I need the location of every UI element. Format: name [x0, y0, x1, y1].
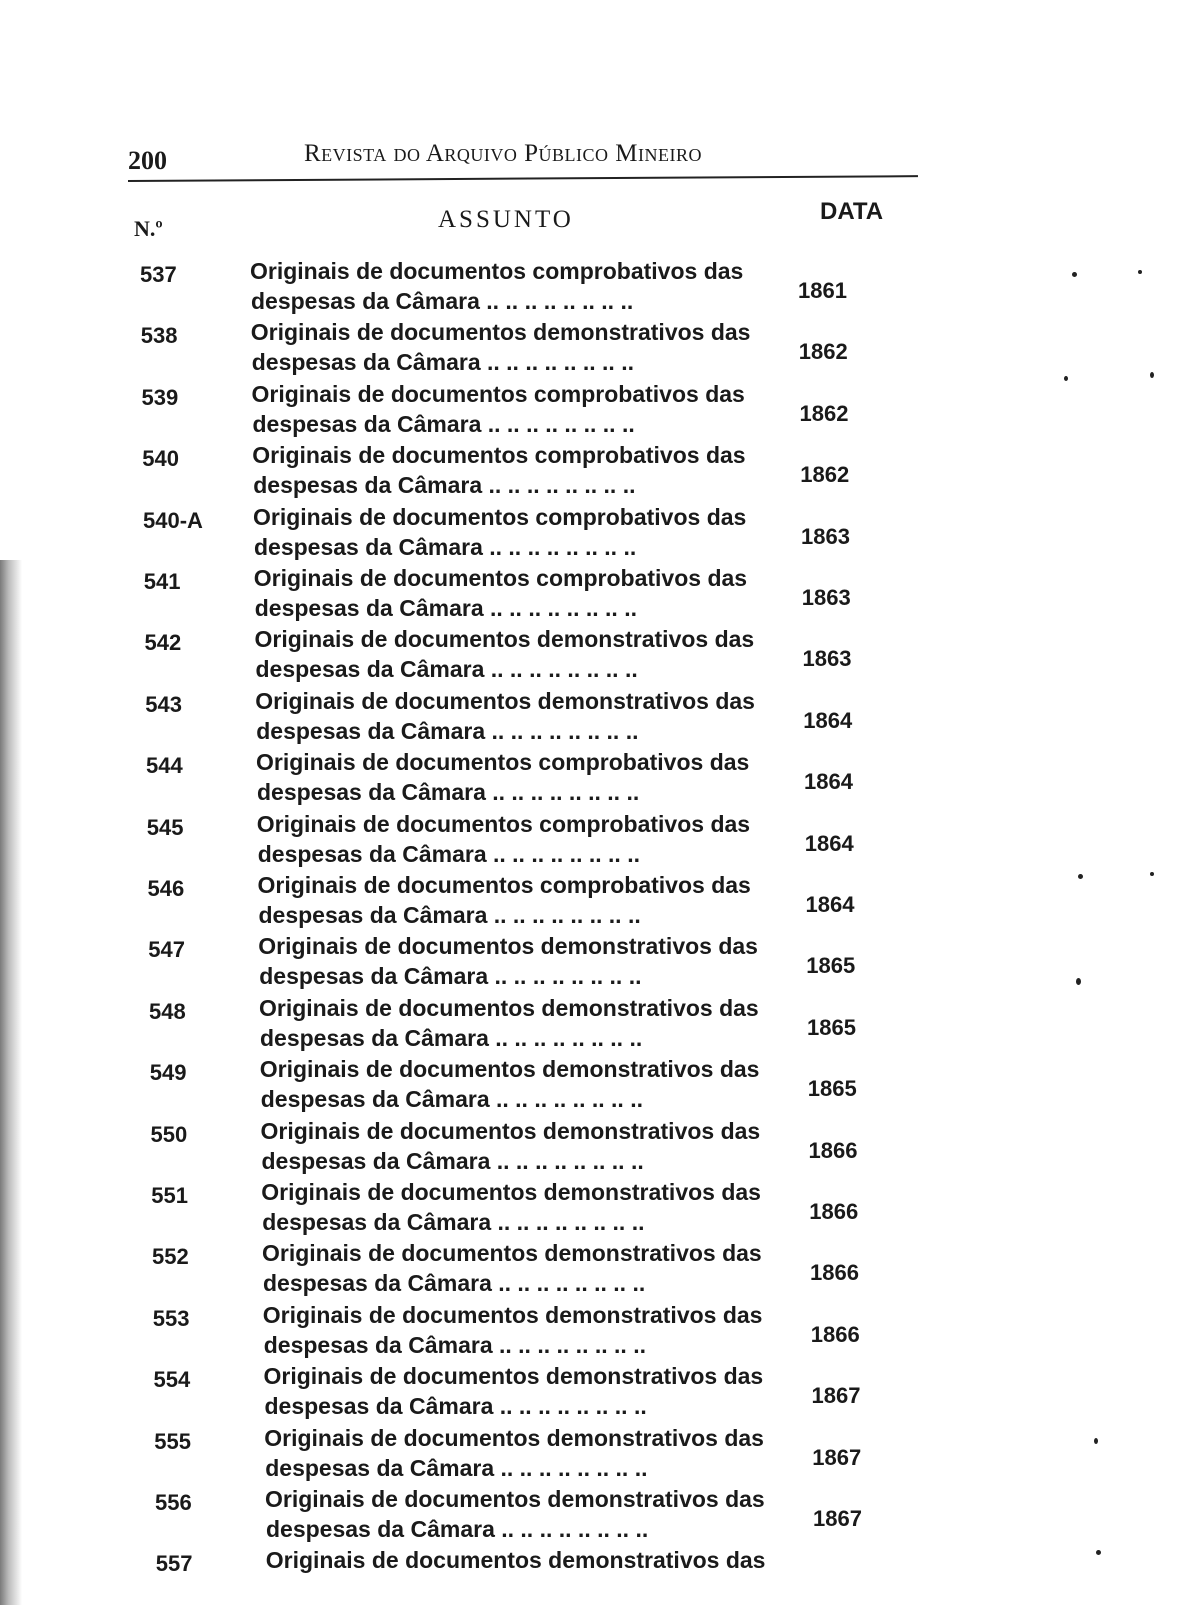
entry-number: 544: [146, 753, 183, 779]
entry-subject-line-1: Originais de documentos comprobativos das: [252, 442, 746, 469]
entry-subject-line-1: Originais de documentos comprobativos das: [256, 810, 751, 837]
entry-number: 548: [149, 998, 186, 1024]
entry-number: 550: [150, 1121, 188, 1147]
entry-subject-line-2: despesas da Câmara .. .. .. .. .. .. .. ..: [262, 1209, 645, 1235]
entry-subject-line-1: Originais de documentos demonstrativos das: [255, 687, 755, 714]
print-speck: [1150, 372, 1154, 378]
entry-subject-line-2: despesas da Câmara .. .. .. .. .. .. .. ..: [266, 1516, 649, 1542]
entry-number: 537: [140, 262, 177, 287]
table-row: [151, 1118, 911, 1180]
entry-date: 1867: [813, 1506, 862, 1531]
entry-number: 542: [144, 630, 182, 656]
entry-subject-line-1: Originais de documentos demonstrativos das: [265, 1486, 765, 1512]
table-row: [151, 1179, 911, 1241]
entry-subject-line-1: Originais de documentos demonstrativos das: [260, 1117, 761, 1144]
entry-date: 1866: [808, 1137, 858, 1163]
entry-number: 551: [151, 1183, 188, 1208]
print-speck: [1094, 1438, 1098, 1444]
entry-number: 546: [147, 876, 185, 901]
entry-subject-line-2: despesas da Câmara .. .. .. .. .. .. .. ..: [260, 1024, 643, 1051]
table-row: [149, 995, 909, 1057]
table-row: [141, 319, 901, 381]
entry-subject-line-1: Originais de documentos demonstrativos das: [250, 319, 751, 346]
table-row: [148, 933, 908, 995]
column-header-number: N.º: [134, 216, 163, 241]
entry-subject-line-1: Originais de documentos demonstrativos das: [259, 994, 759, 1021]
entry-date: 1863: [801, 585, 851, 610]
entry-subject-line-1: Originais de documentos demonstrativos das: [262, 1240, 762, 1267]
entry-subject-line-2: despesas da Câmara .. .. .. .. .. .. .. ..: [254, 533, 637, 560]
entry-date: 1862: [800, 462, 850, 488]
entry-date: 1866: [810, 1321, 860, 1347]
table-row: [146, 749, 906, 811]
entry-number: 549: [149, 1060, 187, 1086]
entry-number: 557: [155, 1551, 193, 1577]
entry-subject-line-2: despesas da Câmara .. .. .. .. .. .. .. ..: [265, 1454, 648, 1481]
entry-date: 1865: [807, 1076, 857, 1102]
entry-subject-line-1: Originais de documentos demonstrativos das: [261, 1179, 761, 1205]
table-row: [154, 1425, 914, 1487]
entry-subject-line-2: despesas da Câmara .. .. .. .. .. .. .. ..: [259, 963, 642, 990]
entry-subject-line-1: Originais de documentos comprobativos das: [253, 503, 747, 530]
entry-subject-line-1: Originais de documentos comprobativos das: [257, 872, 751, 898]
print-speck: [1138, 270, 1142, 274]
table-row: [148, 872, 908, 934]
entry-number: 553: [152, 1305, 190, 1331]
entry-subject-line-1: Originais de documentos demonstrativos das: [265, 1547, 766, 1574]
entry-date: 1864: [803, 707, 853, 733]
entry-number: 556: [155, 1490, 192, 1515]
entry-number: 540-A: [143, 507, 203, 533]
table-row: [145, 688, 905, 750]
entry-subject-line-2: despesas da Câmara .. .. .. .. .. .. .. ..: [255, 656, 638, 683]
entry-date: 1862: [798, 339, 848, 365]
print-speck: [1096, 1550, 1101, 1555]
entry-number: 545: [146, 814, 184, 840]
table-row: [152, 1240, 912, 1302]
column-header-date: DATA: [820, 198, 884, 225]
entry-number: 543: [145, 691, 182, 717]
entry-subject-line-2: despesas da Câmara .. .. .. .. .. .. .. ..: [252, 410, 635, 437]
entry-subject-line-1: Originais de documentos comprobativos das: [251, 380, 745, 407]
table-row: [142, 442, 902, 504]
entry-subject-line-2: despesas da Câmara .. .. .. .. .. .. .. ..: [257, 779, 640, 806]
entry-date: 1863: [801, 523, 850, 549]
entry-date: 1864: [804, 769, 853, 795]
print-speck: [1072, 272, 1077, 277]
entry-subject-line-2: despesas da Câmara .. .. .. .. .. .. .. ..: [257, 840, 640, 867]
entry-subject-line-2: despesas da Câmara .. .. .. .. .. .. .. ..: [256, 717, 639, 744]
entry-subject-line-2: despesas da Câmara .. .. .. .. .. .. .. ..: [260, 1086, 643, 1113]
entry-date: 1861: [798, 278, 847, 303]
table-row: [156, 1547, 916, 1609]
entry-subject-line-2: despesas da Câmara .. .. .. .. .. .. .. ..: [254, 595, 637, 621]
table-row: [153, 1302, 913, 1364]
entry-subject-line-1: Originais de documentos demonstrativos das: [254, 626, 755, 653]
entry-subject-line-1: Originais de documentos demonstrativos das: [262, 1301, 763, 1328]
journal-title: Revista do Arquivo Público Mineiro: [304, 140, 703, 167]
entry-subject-line-1: Originais de documentos demonstrativos das: [263, 1363, 764, 1390]
entry-subject-line-1: Originais de documentos comprobativos das: [256, 749, 750, 776]
page-number: 200: [128, 146, 167, 175]
entry-subject-line-2: despesas da Câmara .. .. .. .. .. .. .. ..: [253, 472, 636, 499]
entry-subject-line-1: Originais de documentos demonstrativos das: [258, 933, 758, 960]
table-row: [145, 626, 905, 688]
table-row: [143, 504, 903, 566]
entry-date: 1865: [807, 1014, 856, 1040]
print-speck: [1064, 376, 1068, 381]
entry-number: 555: [154, 1428, 191, 1454]
print-speck: [1078, 874, 1083, 879]
entry-number: 552: [152, 1244, 189, 1270]
entry-number: 541: [143, 569, 181, 594]
table-row: [155, 1486, 915, 1548]
entry-subject-line-2: despesas da Câmara .. .. .. .. .. .. .. ..: [258, 902, 641, 928]
table-row: [147, 811, 907, 873]
entry-date: 1867: [811, 1383, 861, 1409]
entry-subject-line-2: despesas da Câmara .. .. .. .. .. .. .. ..: [251, 288, 634, 314]
entry-date: 1867: [812, 1444, 862, 1470]
print-speck: [1076, 978, 1081, 985]
entry-number: 539: [141, 384, 179, 410]
entry-date: 1864: [804, 830, 854, 856]
entry-date: 1864: [805, 892, 855, 917]
entry-subject-line-1: Originais de documentos demonstrativos das: [264, 1424, 764, 1451]
entry-date: 1866: [810, 1260, 859, 1286]
entry-subject-line-2: despesas da Câmara .. .. .. .. .. .. .. ..: [261, 1147, 644, 1174]
entry-subject-line-2: despesas da Câmara .. .. .. .. .. .. .. ..: [263, 1331, 646, 1358]
entry-subject-line-2: despesas da Câmara .. .. .. .. .. .. .. ..: [251, 349, 634, 376]
entry-date: 1865: [806, 953, 856, 979]
column-header-subject: ASSUNTO: [438, 206, 574, 233]
table-row: [144, 565, 904, 627]
entry-number: 538: [140, 323, 178, 349]
table-row: [140, 258, 900, 320]
table-row: [150, 1056, 910, 1118]
entry-number: 547: [148, 937, 185, 963]
entry-subject-line-1: Originais de documentos comprobativos das: [250, 258, 744, 284]
entry-subject-line-2: despesas da Câmara .. .. .. .. .. .. .. ..: [264, 1393, 647, 1420]
entry-date: 1863: [802, 646, 852, 672]
entry-number: 540: [142, 446, 179, 472]
print-speck: [1150, 872, 1154, 876]
entry-number: 554: [153, 1367, 191, 1393]
entry-date: 1866: [809, 1199, 859, 1224]
entry-date: 1862: [799, 400, 849, 426]
table-row: [142, 381, 902, 443]
table-row: [154, 1363, 914, 1425]
entry-subject-line-2: despesas da Câmara .. .. .. .. .. .. .. ..: [263, 1270, 646, 1297]
entry-subject-line-1: Originais de documentos demonstrativos das: [259, 1056, 760, 1083]
entry-subject-line-1: Originais de documentos comprobativos das: [253, 565, 748, 591]
